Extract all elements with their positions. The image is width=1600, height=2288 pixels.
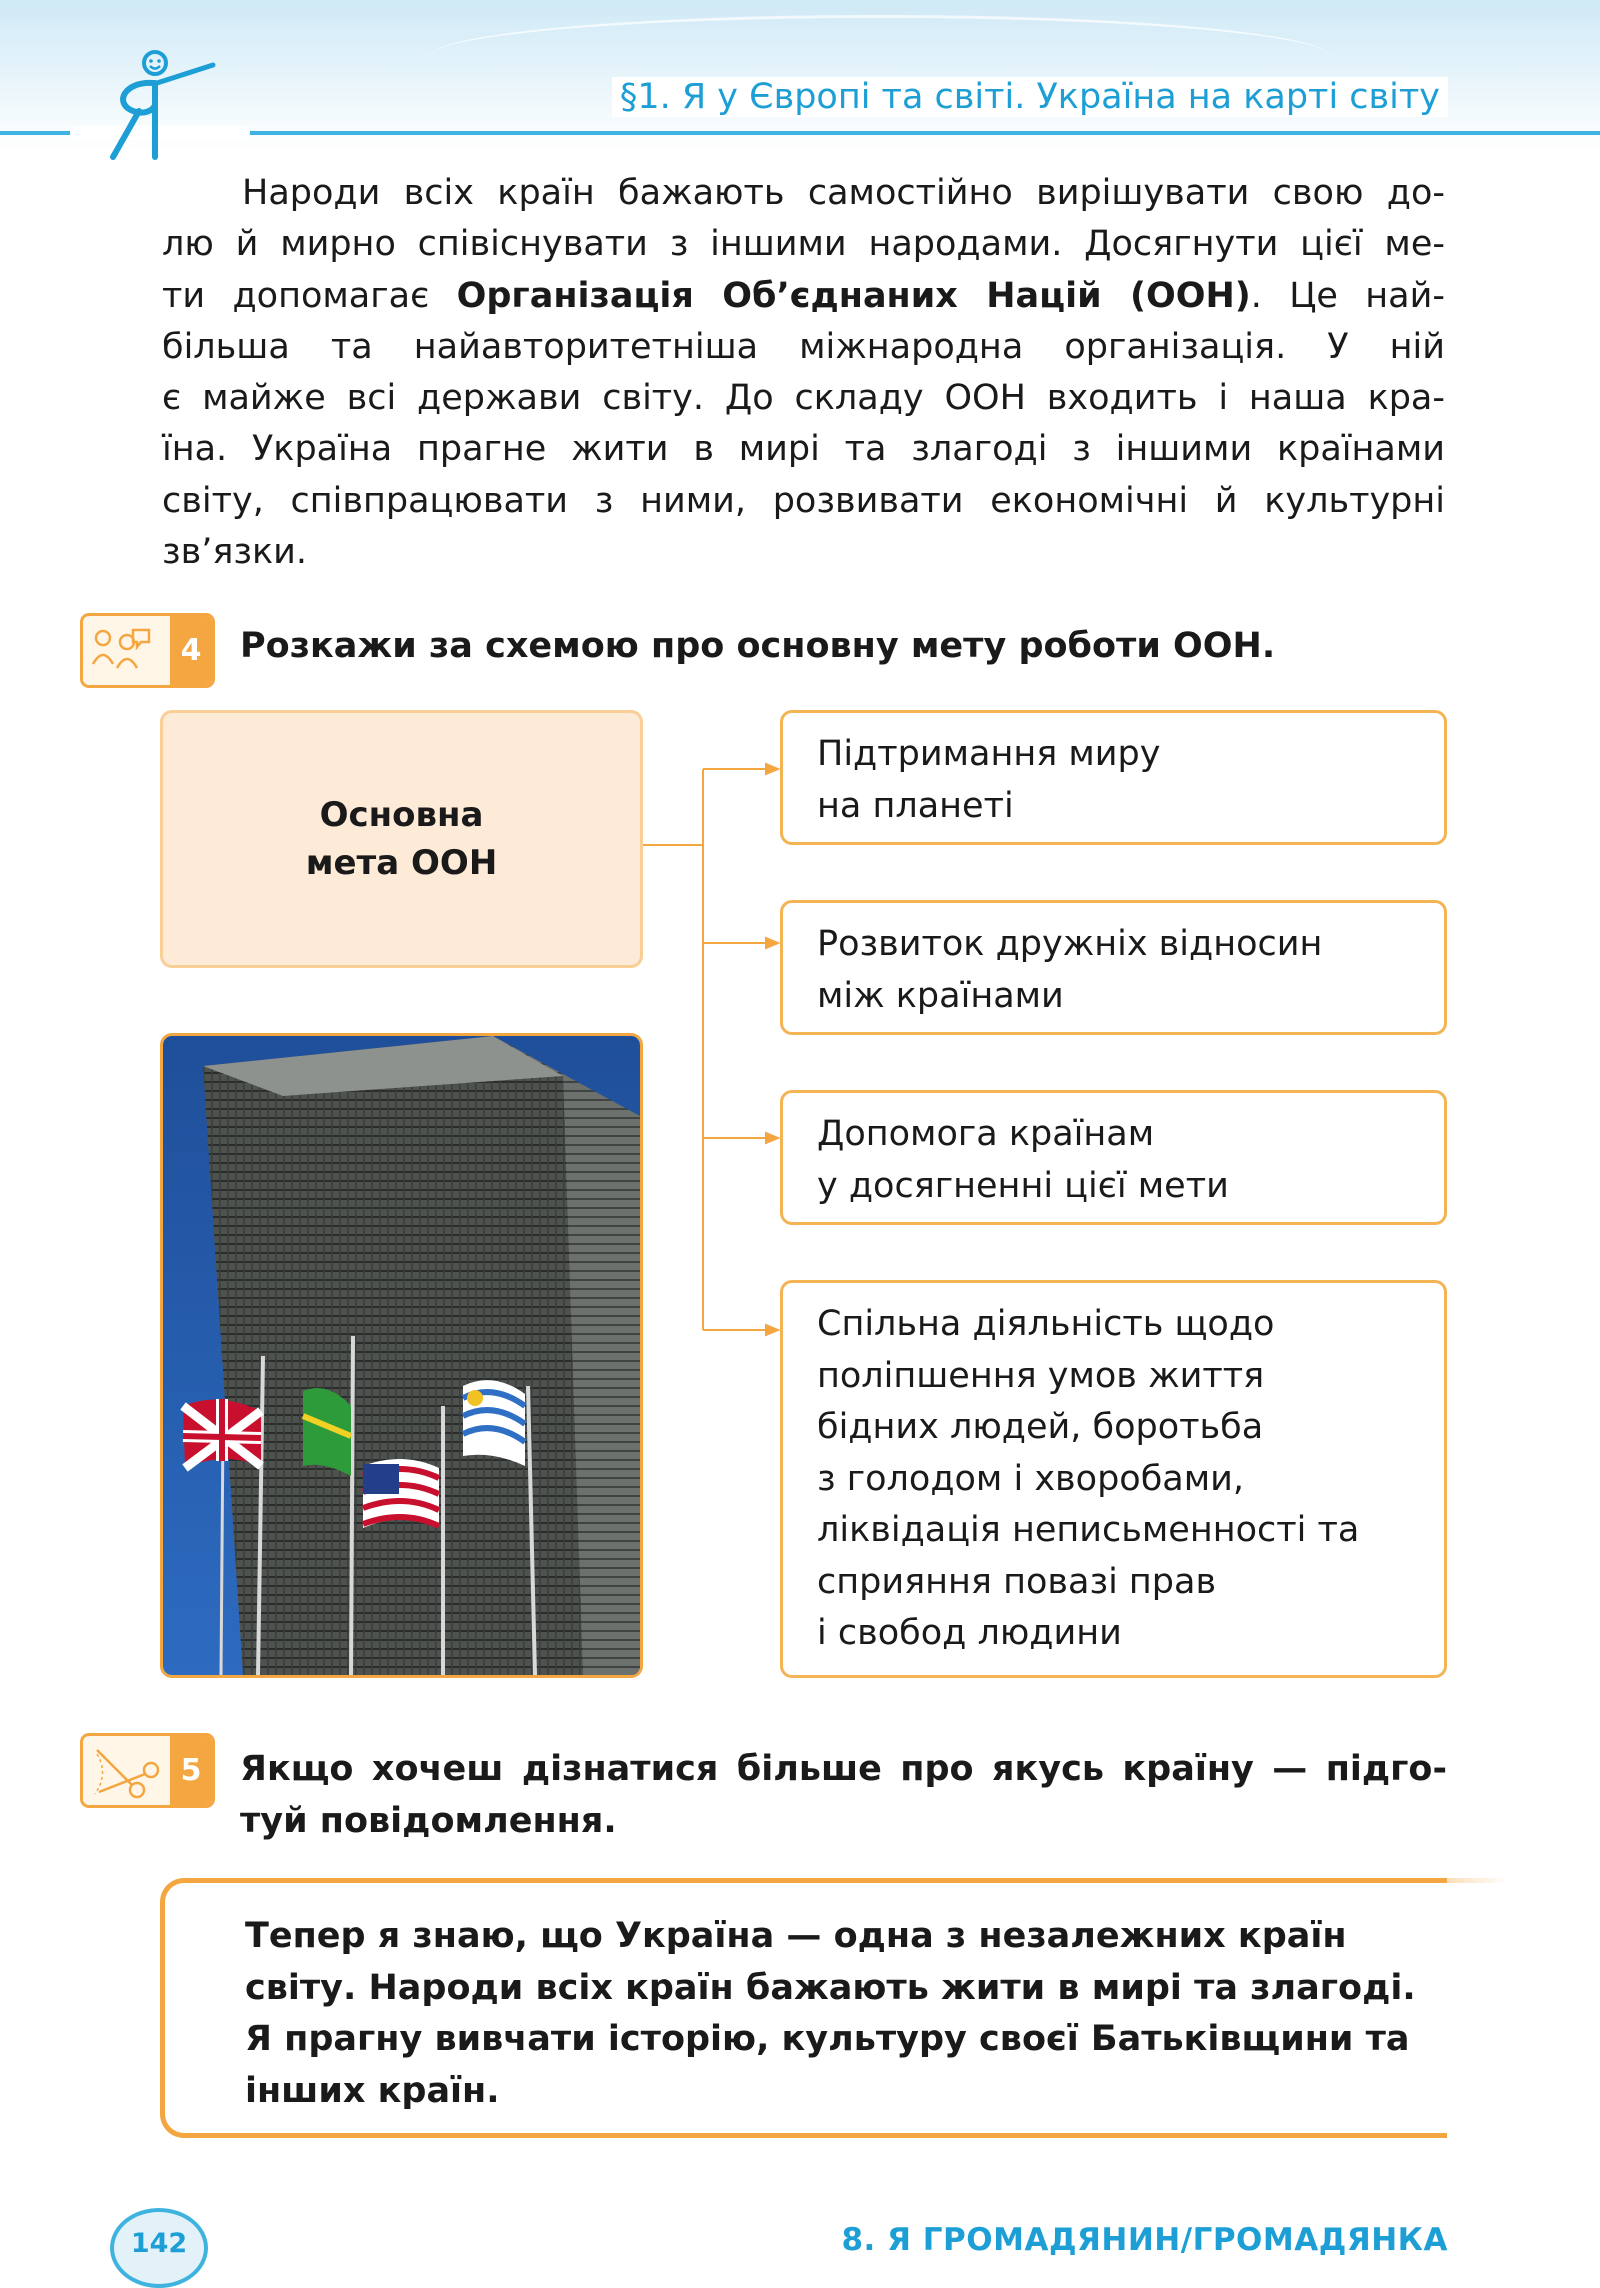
- goal-item-line: сприяння повазі прав: [817, 1561, 1217, 1602]
- goal-line: Основна: [319, 795, 484, 835]
- intro-line: зв’язки.: [162, 532, 308, 573]
- goal-item-line: з голодом і хворобами,: [817, 1458, 1245, 1499]
- task-4-text: [240, 620, 1275, 672]
- goal-item-line: і свобод людини: [817, 1613, 1122, 1653]
- flag-uk: [183, 1399, 261, 1468]
- goal-item-line: між країнами: [817, 975, 1064, 1016]
- intro-line: є майже всі держави світу. До складу ООН входить і наша кра-: [162, 378, 1445, 419]
- intro-line: лю й мирно співіснувати з іншими народами. Досягнути цієї ме-: [162, 224, 1445, 265]
- un-term: Організація Об’єднаних Націй (ООН): [456, 275, 1251, 316]
- goal-line: мета ООН: [305, 843, 498, 883]
- flag-usa: [363, 1459, 439, 1528]
- goal-item-box: [780, 1090, 1447, 1225]
- goal-box: [160, 710, 643, 968]
- task-5-line: Якщо хочеш дізнатися більше про якусь країну — підго-: [240, 1749, 1447, 1789]
- task-4-number: 4: [170, 616, 212, 685]
- intro-line-part: . Це най-: [1250, 275, 1445, 316]
- page-number: 142: [110, 2208, 208, 2288]
- task-4-badge: [80, 613, 215, 688]
- ya-logo-icon: [95, 45, 225, 165]
- goal-item-line: ліквідація неписьменності та: [817, 1510, 1360, 1550]
- goal-item-box: [780, 710, 1447, 845]
- summary-line: Я прагну вивчати історію, культуру своєї Батьківщини та: [245, 2019, 1410, 2059]
- intro-line-part: ти допомагає: [162, 275, 457, 316]
- goal-item-line: Допомога країнам: [817, 1114, 1155, 1154]
- un-headquarters-photo: [160, 1033, 643, 1678]
- intro-line: Народи всіх країн бажають самостійно вирішувати свою до-: [242, 173, 1445, 213]
- section-title: 8. Я ГРОМАДЯНИН/ГРОМАДЯНКА: [841, 2222, 1448, 2258]
- intro-line: більша та найавторитетніша міжнародна організація. У ній: [162, 326, 1445, 367]
- summary-box: [160, 1878, 1447, 2138]
- flag-uruguay: [463, 1380, 525, 1466]
- intro-line: світу, співпрацювати з ними, розвивати економічні й культурні: [162, 480, 1445, 521]
- intro-line: [162, 271, 1445, 322]
- summary-line: Тепер я знаю, що Україна — одна з незалежних країн: [245, 1916, 1347, 1956]
- task-5-number: 5: [170, 1736, 212, 1805]
- goal-item-line: поліпшення умов життя: [817, 1355, 1265, 1396]
- discussion-icon: [89, 624, 169, 680]
- goal-item-line: на планеті: [817, 785, 1014, 826]
- task-4-line: Розкажи за схемою про основну мету роботи ООН.: [240, 626, 1276, 666]
- scissors-icon: [89, 1744, 169, 1804]
- task-5-text: [240, 1743, 1447, 1847]
- task-5-line: туй повідомлення.: [240, 1801, 617, 1841]
- un-building-illustration: [163, 1036, 640, 1675]
- goal-item-line: бідних людей, боротьба: [817, 1407, 1264, 1447]
- task-5-badge: [80, 1733, 215, 1808]
- page-header-title: §1. Я у Європі та світі. Україна на карті світу: [612, 77, 1448, 117]
- intro-paragraph: [162, 168, 1445, 578]
- goal-item-line: Спільна діяльність щодо: [817, 1304, 1275, 1344]
- goal-item-line: Розвиток дружніх відносин: [817, 924, 1323, 964]
- intro-line: їна. Україна прагне жити в мирі та злагоді з іншими країнами: [162, 429, 1445, 470]
- flag-green: [303, 1388, 351, 1476]
- goal-item-line: у досягненні цієї мети: [817, 1165, 1229, 1206]
- goal-item-line: Підтримання миру: [817, 734, 1161, 774]
- goal-item-box: [780, 1280, 1447, 1678]
- summary-line: світу. Народи всіх країн бажають жити в мирі та злагоді.: [245, 1967, 1416, 2008]
- summary-line: інших країн.: [245, 2070, 500, 2111]
- goal-item-box: [780, 900, 1447, 1035]
